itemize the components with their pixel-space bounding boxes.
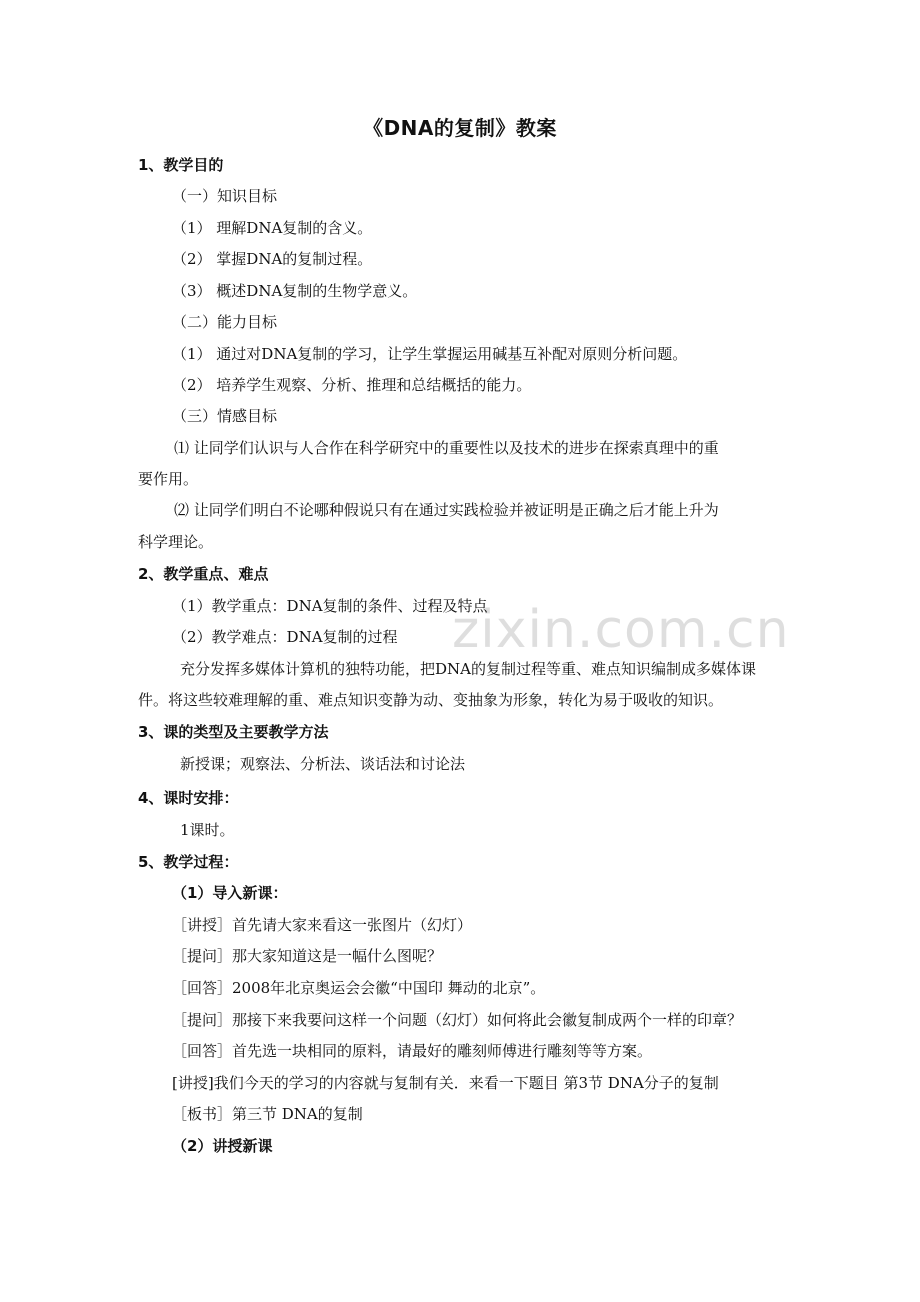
watermark: zixin.com.cn: [452, 600, 790, 660]
new-lesson-heading: （2）讲授新课: [172, 1137, 273, 1155]
dialog-line-7: ［板书］第三节 DNA的复制: [172, 1105, 363, 1123]
document-title: 《DNA的复制》教案: [363, 116, 557, 140]
difficult-point: （2）教学难点：DNA复制的过程: [172, 628, 398, 646]
key-point: （1）教学重点：DNA复制的条件、过程及特点: [172, 597, 488, 615]
dialog-line-1: ［讲授］首先请大家来看这一张图片（幻灯）: [172, 916, 473, 934]
knowledge-item-1: （1） 理解DNA复制的含义。: [172, 219, 373, 237]
teaching-methods: 新授课；观察法、分析法、谈话法和讨论法: [180, 755, 466, 773]
ability-item-2: （2） 培养学生观察、分析、推理和总结概括的能力。: [172, 376, 532, 394]
emotion-item-2: ⑵ 让同学们明白不论哪种假说只有在通过实践检验并被证明是正确之后才能上升为: [174, 501, 719, 519]
emotion-item-1-cont: 要作用。: [138, 470, 199, 488]
subheading-ability: （二）能力目标: [172, 313, 278, 331]
paragraph-line-2: 件。将这些较难理解的重、难点知识变静为动、变抽象为形象，转化为易于吸收的知识。: [138, 691, 724, 709]
class-hours: 1课时。: [180, 821, 235, 839]
subheading-emotion: （三）情感目标: [172, 407, 278, 425]
knowledge-item-3: （3） 概述DNA复制的生物学意义。: [172, 282, 418, 300]
dialog-line-5: ［回答］首先选一块相同的原料，请最好的雕刻师傅进行雕刻等等方案。: [172, 1042, 653, 1060]
intro-heading: （1）导入新课：: [172, 884, 288, 902]
dialog-line-2: ［提问］那大家知道这是一幅什么图呢？: [172, 947, 443, 965]
dialog-line-6: [讲授]我们今天的学习的内容就与复制有关．来看一下题目 第3节 DNA分子的复制: [172, 1074, 719, 1092]
emotion-item-2-cont: 科学理论。: [138, 533, 214, 551]
ability-item-1: （1） 通过对DNA复制的学习，让学生掌握运用碱基互补配对原则分析问题。: [172, 345, 688, 363]
section-heading-1: 1、教学目的: [138, 156, 224, 174]
paragraph-line-1: 充分发挥多媒体计算机的独特功能，把DNA的复制过程等重、难点知识编制成多媒体课: [180, 660, 756, 678]
section-heading-3: 3、课的类型及主要教学方法: [138, 723, 329, 741]
emotion-item-1: ⑴ 让同学们认识与人合作在科学研究中的重要性以及技术的进步在探索真理中的重: [174, 439, 719, 457]
knowledge-item-2: （2） 掌握DNA的复制过程。: [172, 250, 373, 268]
section-heading-2: 2、教学重点、难点: [138, 565, 269, 583]
section-heading-4: 4、课时安排：: [138, 789, 239, 807]
dialog-line-3: ［回答］2008年北京奥运会会徽“中国印 舞动的北京”。: [172, 979, 546, 997]
subheading-knowledge: （一）知识目标: [172, 187, 278, 205]
section-heading-5: 5、教学过程：: [138, 853, 239, 871]
dialog-line-4: ［提问］那接下来我要问这样一个问题（幻灯）如何将此会徽复制成两个一样的印章？: [172, 1011, 743, 1029]
